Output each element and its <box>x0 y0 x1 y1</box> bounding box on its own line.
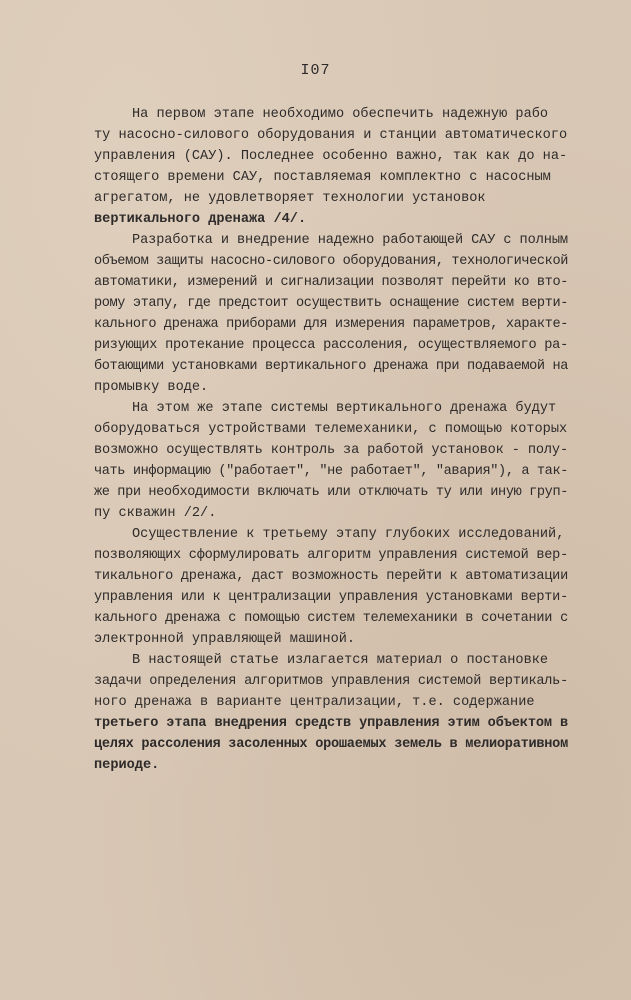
text-line: же при необходимости включать или отключать ту или иную груп- <box>94 485 568 500</box>
text-line: чать информацию ("работает", "не работает", "авария"), а так- <box>94 464 568 479</box>
text-line: тикального дренажа, даст возможность перейти к автоматизации <box>94 569 568 584</box>
text-line: ботающими установками вертикального дренажа при подаваемой на <box>94 359 568 374</box>
text-line: ризующих протекание процесса рассоления, осуществляемого ра- <box>94 338 568 353</box>
text-line: автоматики, измерений и сигнализации позволят перейти ко вто- <box>94 275 568 290</box>
text-line: периоде. <box>94 758 160 773</box>
body-text <box>94 104 568 776</box>
text-line: промывку воде. <box>94 380 209 395</box>
text-line: задачи определения алгоритмов управления системой вертикаль- <box>94 674 568 689</box>
text-line: вертикального дренажа /4/. <box>94 212 307 227</box>
text-line: На этом же этапе системы вертикального дренажа будут <box>132 401 557 416</box>
text-line: ту насосно-силового оборудования и станции автоматического <box>94 128 568 143</box>
text-line: рому этапу, где предстоит осуществить оснащение систем верти- <box>94 296 568 311</box>
text-line: кального дренажа приборами для измерения параметров, характе- <box>94 317 568 332</box>
text-line: ного дренажа в варианте централизации, т.е. содержание <box>94 695 535 710</box>
text-line: электронной управляющей машиной. <box>94 632 356 647</box>
text-line: В настоящей статье излагается материал о постановке <box>132 653 549 668</box>
text-line: позволяющих сформулировать алгоритм управления системой вер- <box>94 548 568 563</box>
text-line: Осуществление к третьему этапу глубоких исследований, <box>132 527 565 542</box>
text-line: возможно осуществлять контроль за работой установок - полу- <box>94 443 568 458</box>
page-number: I07 <box>300 62 331 79</box>
text-line: объемом защиты насосно-силового оборудования, технологической <box>94 254 568 269</box>
text-line: Разработка и внедрение надежно работающей САУ с полным <box>132 233 568 248</box>
text-line: кального дренажа с помощью систем телемеханики в сочетании с <box>94 611 568 626</box>
text-line: третьего этапа внедрения средств управления этим объектом в <box>94 716 568 731</box>
text-line: управления (САУ). Последнее особенно важно, так как до на- <box>94 149 568 164</box>
text-line: стоящего времени САУ, поставляемая комплектно с насосным <box>94 170 551 185</box>
text-line: На первом этапе необходимо обеспечить надежную рабо <box>132 107 549 122</box>
text-line: оборудоваться устройствами телемеханики, с помощью которых <box>94 422 568 437</box>
text-line: целях рассоления засоленных орошаемых земель в мелиоративном <box>94 737 568 752</box>
text-line: агрегатом, не удовлетворяет технологии установок <box>94 191 486 206</box>
text-line: управления или к централизации управления установками верти- <box>94 590 568 605</box>
text-line: пу скважин /2/. <box>94 506 217 521</box>
